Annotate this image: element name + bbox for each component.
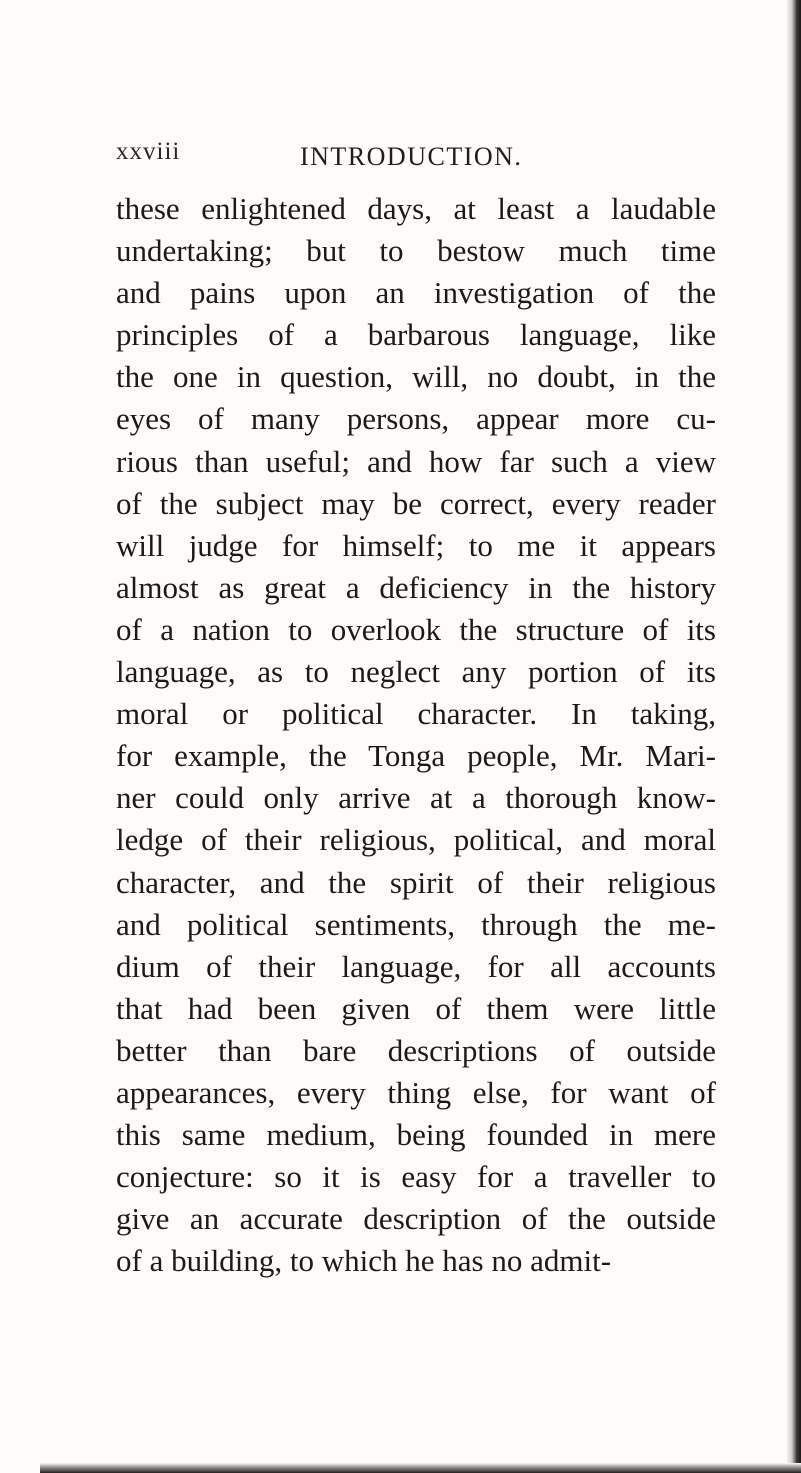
body-text [116,188,716,1282]
text-line: better than bare descriptions of outside [116,1032,716,1068]
page-header [0,138,780,178]
text-line: these enlightened days, at least a laudable [116,191,716,226]
page-number: xxviii [116,138,181,165]
text-line: give an accurate description of the outside [116,1201,716,1237]
text-line: appearances, every thing else, for want of [116,1074,716,1110]
text-line: language, as to neglect any portion of its [116,654,716,690]
text-line: conjecture: so it is easy for a traveller to [116,1159,716,1195]
text-line: this same medium, being founded in mere [116,1117,716,1153]
running-head: INTRODUCTION. [300,142,523,171]
text-line: character, and the spirit of their religious [116,864,716,900]
text-line: almost as great a deficiency in the history [116,569,716,605]
text-line: for example, the Tonga people, Mr. Mari- [116,738,716,774]
text-line: eyes of many persons, appear more cu- [116,401,716,437]
text-line: ledge of their religious, political, and moral [116,822,716,858]
text-line: dium of their language, for all accounts [116,948,716,984]
text-line: undertaking; but to bestow much time [116,233,716,269]
text-line: of a building, to which he has no admit- [116,1243,612,1279]
text-line: principles of a barbarous language, like [116,317,716,353]
text-line: rious than useful; and how far such a view [116,443,716,479]
text-line: ner could only arrive at a thorough know- [116,780,716,816]
page-bottom-edge [40,1463,801,1473]
text-line: and pains upon an investigation of the [116,275,716,311]
text-line: will judge for himself; to me it appears [116,527,716,563]
text-line: moral or political character. In taking, [116,696,716,732]
text-line: of a nation to overlook the structure of its [116,611,716,647]
page-edge-shadow [787,0,801,1473]
text-line: and political sentiments, through the me- [116,906,716,942]
text-line: of the subject may be correct, every reader [116,485,716,521]
text-line: that had been given of them were little [116,990,716,1026]
text-line: the one in question, will, no doubt, in the [116,359,716,395]
